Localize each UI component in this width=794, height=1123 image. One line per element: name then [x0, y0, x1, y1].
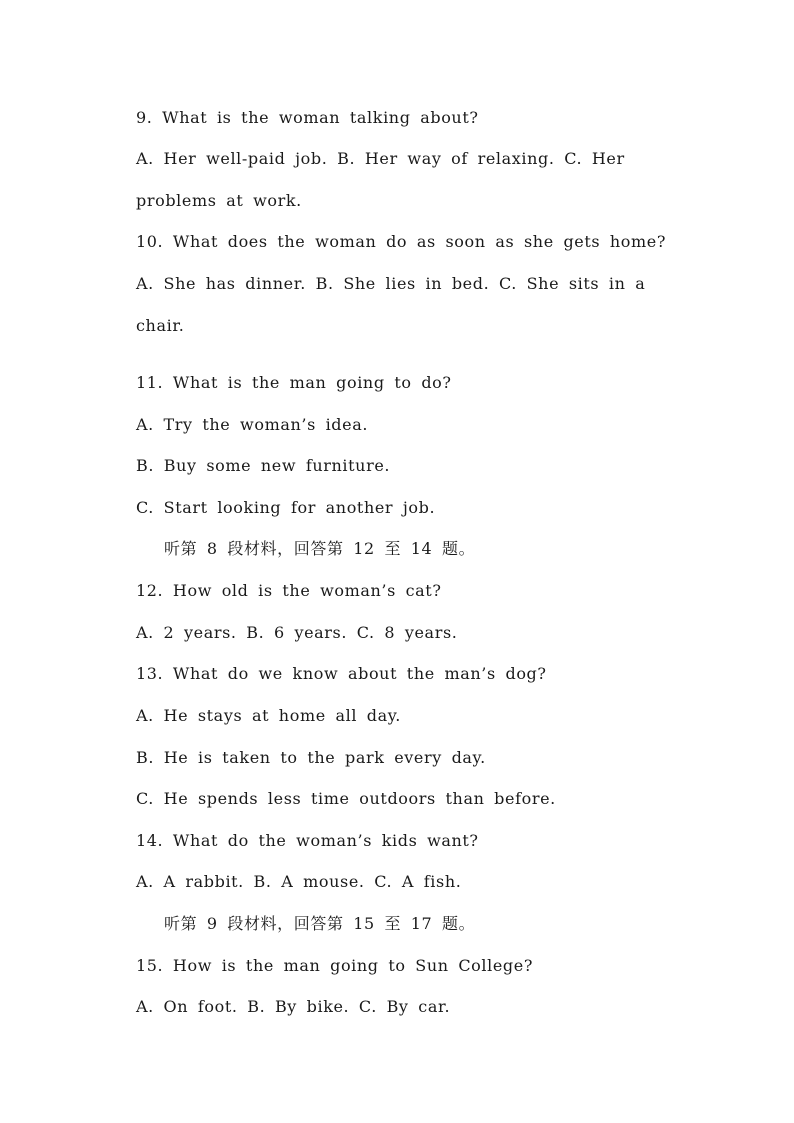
question-9-options-cont: problems at work. [136, 191, 302, 210]
question-13-option-c: C. He spends less time outdoors than before. [136, 789, 556, 808]
question-13-option-b: B. He is taken to the park every day. [136, 748, 486, 767]
question-10-options-cont: chair. [136, 316, 185, 335]
question-11-option-a: A. Try the woman’s idea. [136, 415, 369, 434]
question-9: 9. What is the woman talking about? [136, 108, 479, 127]
question-13-option-a: A. He stays at home all day. [136, 706, 401, 725]
question-15-options: A. On foot. B. By bike. C. By car. [136, 997, 451, 1016]
question-13: 13. What do we know about the man’s dog? [136, 664, 547, 683]
question-11-option-b: B. Buy some new furniture. [136, 456, 391, 475]
question-10: 10. What does the woman do as soon as she gets home? [136, 232, 667, 251]
question-9-options: A. Her well-paid job. B. Her way of relaxing. C. Her [136, 149, 625, 168]
question-12: 12. How old is the woman’s cat? [136, 581, 442, 600]
question-12-options: A. 2 years. B. 6 years. C. 8 years. [136, 623, 458, 642]
question-11-option-c: C. Start looking for another job. [136, 498, 436, 517]
section-instruction-8: 听第 8 段材料，回答第 12 至 14 题。 [164, 539, 476, 558]
section-instruction-9: 听第 9 段材料，回答第 15 至 17 题。 [164, 914, 476, 933]
question-14-options: A. A rabbit. B. A mouse. C. A fish. [136, 872, 462, 891]
question-10-options: A. She has dinner. B. She lies in bed. C. She sits in a [136, 274, 646, 293]
question-11: 11. What is the man going to do? [136, 373, 452, 392]
question-15: 15. How is the man going to Sun College? [136, 956, 533, 975]
question-14: 14. What do the woman’s kids want? [136, 831, 479, 850]
